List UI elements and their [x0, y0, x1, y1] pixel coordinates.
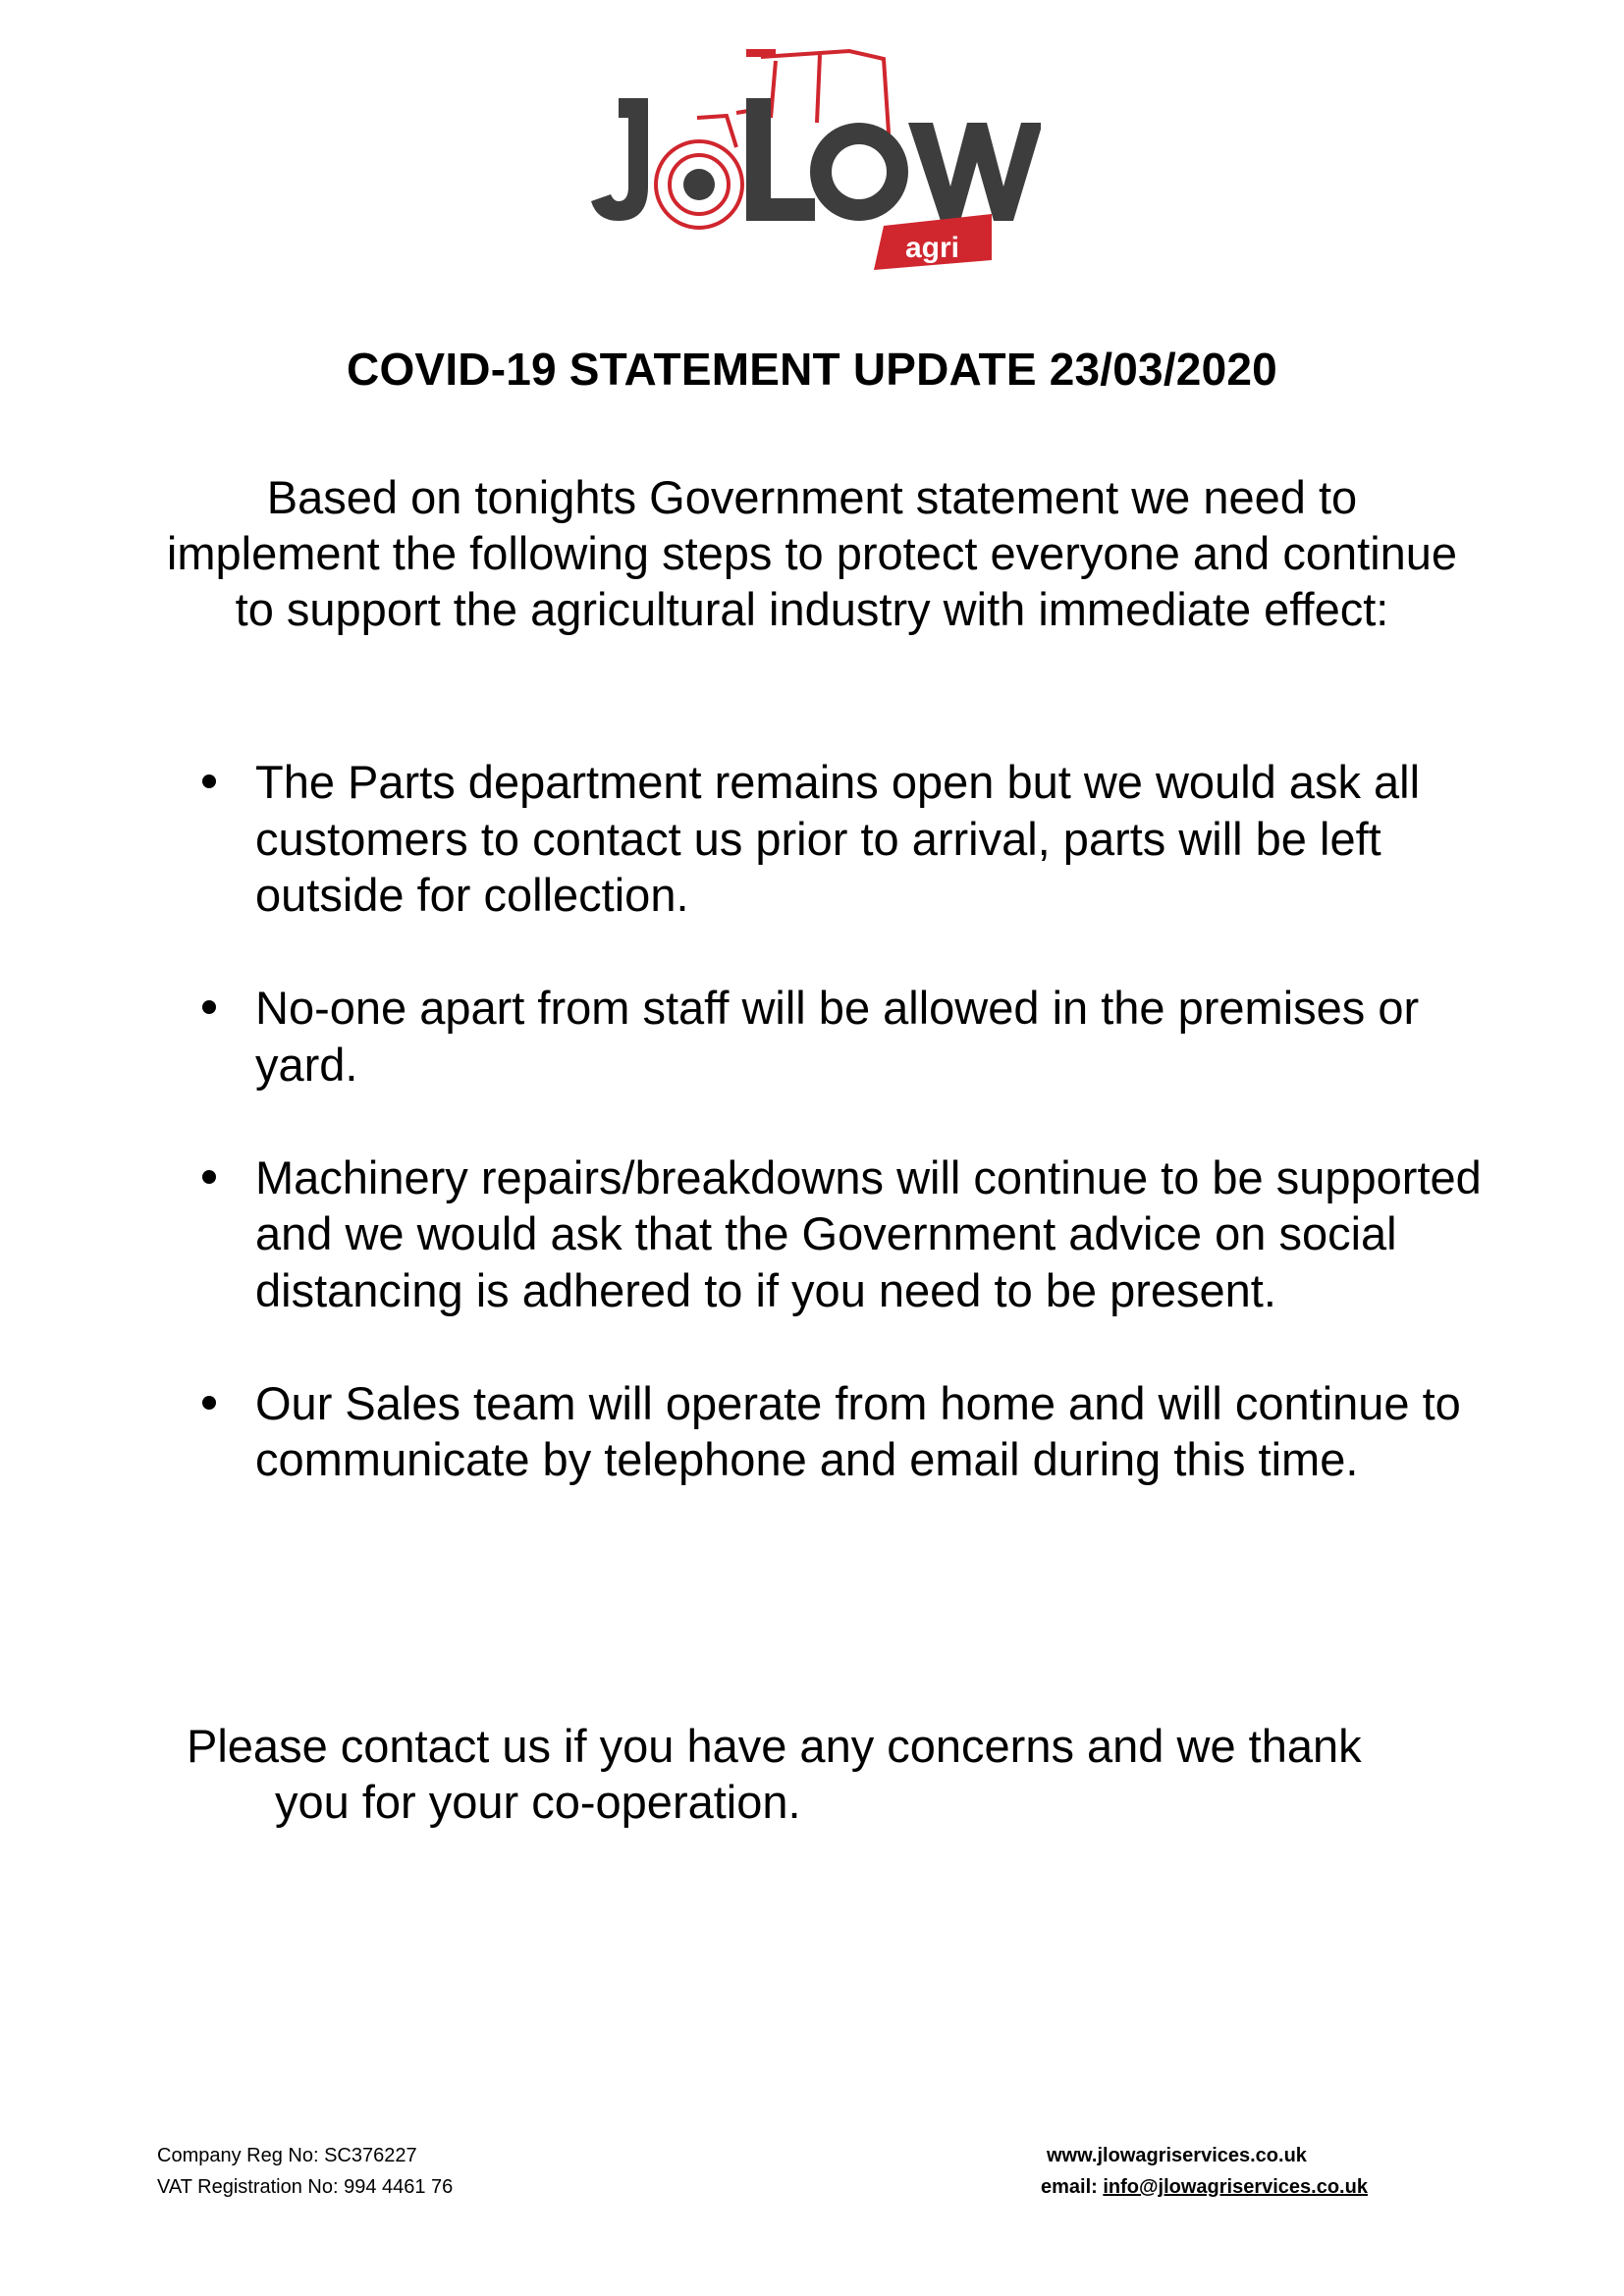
bullet-icon: [202, 1000, 216, 1014]
vat-reg-number: VAT Registration No: 994 4461 76: [157, 2176, 454, 2198]
list-item-text: Machinery repairs/breakdowns will continue to be supported and we would ask that the Government advice on social distancing is adhered to if you need to be present.: [255, 1150, 1482, 1316]
list-item: [255, 754, 1483, 924]
list-item-text: The Parts department remains open but we would ask all customers to contact us prior to arrival, parts will be left outside for collection.: [255, 756, 1421, 921]
intro-paragraph: Based on tonights Government statement we need to implement the following steps to protect everyone and continue to support the agricultural industry with immediate effect:: [166, 471, 1458, 635]
statement-title: COVID-19 STATEMENT UPDATE 23/03/2020: [347, 344, 1277, 395]
steps-list: [255, 754, 1483, 1544]
company-reg-number: Company Reg No: SC376227: [157, 2145, 417, 2166]
list-item: [255, 1149, 1483, 1319]
bullet-icon: [202, 774, 216, 788]
website-link[interactable]: www.jlowagriservices.co.uk: [1047, 2145, 1307, 2166]
list-item: [255, 980, 1483, 1093]
footer-contact: [1041, 2140, 1368, 2203]
closing-line-1: Please contact us if you have any concerns and we thank: [187, 1720, 1362, 1772]
bullet-icon: [202, 1170, 216, 1184]
email-link[interactable]: info@jlowagriservices.co.uk: [1103, 2176, 1368, 2198]
logo-sub-text: agri: [905, 232, 960, 264]
company-logo: [589, 39, 1041, 270]
closing-paragraph: [187, 1718, 1463, 1830]
list-item-text: No-one apart from staff will be allowed in the premises or yard.: [255, 982, 1420, 1091]
list-item-text: Our Sales team will operate from home and will continue to communicate by telephone and email during this time.: [255, 1376, 1461, 1485]
logo-agri-badge: [874, 214, 992, 270]
footer-registration: [157, 2140, 453, 2203]
closing-line-2: you for your co-operation.: [275, 1776, 801, 1828]
bullet-icon: [202, 1396, 216, 1410]
email-label: email:: [1041, 2176, 1104, 2198]
list-item: [255, 1375, 1483, 1488]
